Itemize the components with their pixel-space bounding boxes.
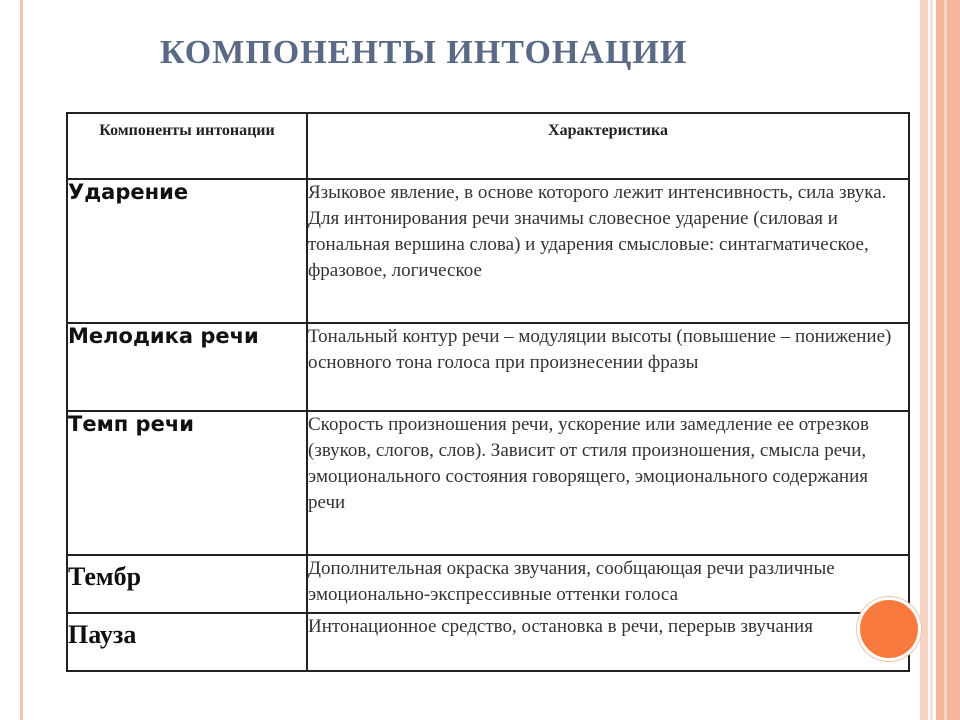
table-row xyxy=(67,179,909,323)
row-desc-pause: Интонационное средство, остановка в речи, перерыв звучания xyxy=(307,613,909,671)
row-name-melody: Мелодика речи xyxy=(67,323,307,411)
row-name-tempo: Темп речи xyxy=(67,411,307,555)
header-characteristic: Характеристика xyxy=(307,113,909,179)
header-components: Компоненты интонации xyxy=(67,113,307,179)
row-desc-melody: Тональный контур речи – модуляции высоты (повышение – понижение) основного тона голоса при произнесении фразы xyxy=(307,323,909,411)
table-row xyxy=(67,613,909,671)
row-name-timbre: Тембр xyxy=(67,555,307,613)
right-decorative-stripes xyxy=(920,0,960,720)
row-desc-stress: Языковое явление, в основе которого лежит интенсивность, сила звука. Для интонирования речи значимы словесное ударение (силовая и тональная вершина слова) и ударения смысловые: синтагматическое, фразовое, логическое xyxy=(307,179,909,323)
left-border-line xyxy=(20,0,23,720)
row-name-stress: Ударение xyxy=(67,179,307,323)
slide-title: КОМПОНЕНТЫ ИНТОНАЦИИ xyxy=(160,34,688,71)
table-header-row xyxy=(67,113,909,179)
row-desc-tempo: Скорость произношения речи, ускорение или замедление ее отрезков (звуков, слогов, слов). Зависит от стиля произношения, смысла речи, эмоционального состояния говорящего, эмоционального содержания речи xyxy=(307,411,909,555)
row-desc-timbre: Дополнительная окраска звучания, сообщающая речи различные эмоционально-экспрессивные оттенки голоса xyxy=(307,555,909,613)
intonation-components-table xyxy=(66,112,910,672)
row-name-pause: Пауза xyxy=(67,613,307,671)
table-row xyxy=(67,323,909,411)
table-row xyxy=(67,555,909,613)
table-row xyxy=(67,411,909,555)
orange-circle-decoration xyxy=(857,597,921,661)
